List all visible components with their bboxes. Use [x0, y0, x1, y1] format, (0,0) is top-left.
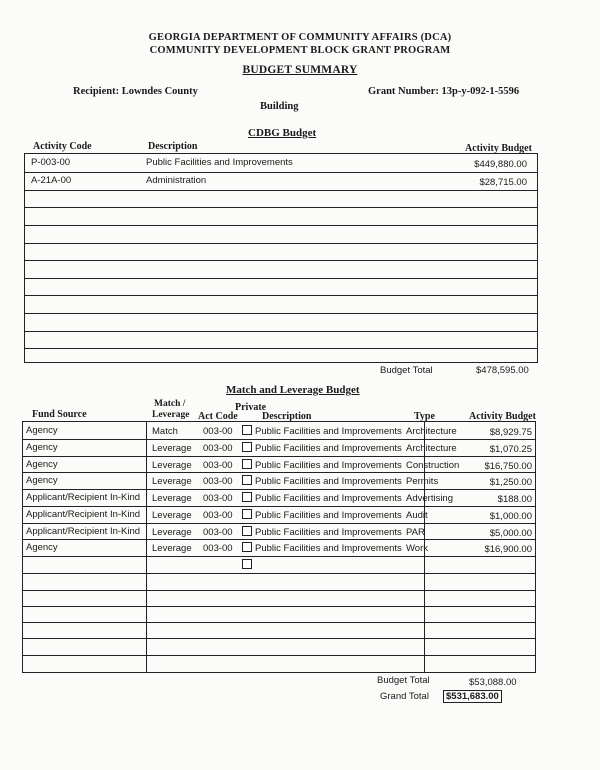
- table-row: [23, 622, 535, 639]
- match-row-type: Permits: [406, 476, 439, 487]
- match-row-type: Work: [406, 543, 428, 554]
- cdbg-col-description: Description: [148, 141, 198, 152]
- match-row-type: Audit: [406, 510, 428, 521]
- match-row-type: Architecture: [406, 426, 457, 437]
- private-checkbox[interactable]: [242, 442, 252, 452]
- match-row-source: Agency: [26, 459, 58, 470]
- match-row-description: Public Facilities and Improvements: [255, 493, 402, 504]
- table-row: [23, 439, 535, 457]
- table-row: [23, 523, 535, 540]
- match-row-type: Architecture: [406, 443, 457, 454]
- match-row-description: Public Facilities and Improvements: [255, 426, 402, 437]
- cdbg-row-description: Public Facilities and Improvements: [146, 157, 293, 168]
- match-col-fund-source: Fund Source: [32, 409, 87, 420]
- table-row: [25, 295, 537, 314]
- table-row: [23, 539, 535, 557]
- match-row-source: Agency: [26, 425, 58, 436]
- match-row-ml: Leverage: [152, 460, 192, 471]
- match-col-match-leverage-2: Leverage: [152, 410, 190, 420]
- table-row: [23, 556, 535, 574]
- match-row-code: 003-00: [203, 426, 233, 437]
- table-row: [25, 243, 537, 261]
- match-row-ml: Leverage: [152, 476, 192, 487]
- match-col-description: Description: [262, 411, 312, 422]
- table-row: [23, 489, 535, 507]
- match-row-type: Advertising: [406, 493, 453, 504]
- match-row-budget: $1,250.00: [489, 477, 532, 488]
- match-row-budget: $5,000.00: [489, 528, 532, 539]
- header-line-1: GEORGIA DEPARTMENT OF COMMUNITY AFFAIRS (DCA): [148, 32, 452, 43]
- match-leverage-title: Match and Leverage Budget: [226, 384, 360, 396]
- table-row: [23, 456, 535, 473]
- match-row-description: Public Facilities and Improvements: [255, 527, 402, 538]
- table-row: [23, 606, 535, 623]
- private-checkbox[interactable]: [242, 509, 252, 519]
- table-row: [25, 154, 537, 173]
- match-row-ml: Leverage: [152, 493, 192, 504]
- match-row-ml: Leverage: [152, 527, 192, 538]
- recipient-label: Recipient: Lowndes County: [73, 86, 198, 97]
- match-row-ml: Match: [152, 426, 178, 437]
- match-row-ml: Leverage: [152, 510, 192, 521]
- match-row-source: Agency: [26, 542, 58, 553]
- match-row-code: 003-00: [203, 476, 233, 487]
- table-row: [23, 590, 535, 607]
- match-row-budget: $1,000.00: [489, 511, 532, 522]
- private-checkbox[interactable]: [242, 492, 252, 502]
- cdbg-row-budget: $28,715.00: [479, 177, 527, 188]
- match-row-budget: $8,929.75: [489, 427, 532, 438]
- match-row-description: Public Facilities and Improvements: [255, 510, 402, 521]
- table-row: [23, 422, 535, 440]
- match-row-code: 003-00: [203, 510, 233, 521]
- cdbg-col-activity-budget: Activity Budget: [465, 143, 532, 154]
- page-title: BUDGET SUMMARY: [242, 64, 358, 76]
- match-row-budget: $16,900.00: [484, 544, 532, 555]
- match-col-act-code: Act Code: [198, 411, 238, 422]
- table-row: [25, 313, 537, 332]
- match-total-label: Budget Total: [377, 675, 430, 686]
- table-row: [23, 638, 535, 656]
- match-row-code: 003-00: [203, 543, 233, 554]
- match-row-source: Applicant/Recipient In-Kind: [26, 526, 141, 537]
- cdbg-row-code: P-003-00: [31, 157, 71, 168]
- grand-total-value: $531,683.00: [443, 690, 502, 703]
- cdbg-row-code: A-21A-00: [31, 175, 72, 186]
- match-row-description: Public Facilities and Improvements: [255, 476, 402, 487]
- table-row: [23, 573, 535, 591]
- table-row: [25, 172, 537, 191]
- cdbg-col-activity-code: Activity Code: [33, 141, 92, 152]
- table-row: [25, 190, 537, 208]
- private-checkbox[interactable]: [242, 475, 252, 485]
- match-col-activity-budget: Activity Budget: [469, 411, 536, 422]
- match-row-source: Applicant/Recipient In-Kind: [26, 492, 141, 503]
- match-row-ml: Leverage: [152, 443, 192, 454]
- match-row-description: Public Facilities and Improvements: [255, 543, 402, 554]
- match-row-code: 003-00: [203, 460, 233, 471]
- grant-number-label: Grant Number: 13p-y-092-1-5596: [368, 86, 520, 97]
- table-row: [25, 278, 537, 296]
- table-row: [25, 207, 537, 226]
- cdbg-budget-table: [24, 153, 538, 363]
- match-row-type: PAR: [406, 527, 425, 538]
- match-leverage-table: [22, 421, 536, 673]
- match-row-budget: $16,750.00: [484, 461, 532, 472]
- cdbg-budget-title: CDBG Budget: [248, 127, 317, 139]
- match-row-code: 003-00: [203, 493, 233, 504]
- match-col-private: Private: [235, 402, 267, 413]
- match-row-type: Construction: [406, 460, 460, 471]
- private-checkbox[interactable]: [242, 459, 252, 469]
- match-col-type: Type: [414, 411, 435, 422]
- private-checkbox[interactable]: [242, 559, 252, 569]
- match-row-source: Applicant/Recipient In-Kind: [26, 509, 141, 520]
- building-label: Building: [260, 101, 299, 112]
- match-total-value: $53,088.00: [469, 677, 517, 688]
- cdbg-total-label: Budget Total: [380, 365, 433, 376]
- match-row-description: Public Facilities and Improvements: [255, 443, 402, 454]
- cdbg-row-budget: $449,880.00: [474, 159, 527, 170]
- grand-total-label: Grand Total: [380, 691, 429, 702]
- match-row-budget: $1,070.25: [489, 444, 532, 455]
- table-row: [25, 260, 537, 279]
- cdbg-row-description: Administration: [146, 175, 207, 186]
- table-row: [25, 331, 537, 349]
- table-row: [23, 506, 535, 524]
- private-checkbox[interactable]: [242, 542, 252, 552]
- match-col-match-leverage-1: Match /: [154, 399, 186, 409]
- table-row: [23, 472, 535, 490]
- match-row-source: Agency: [26, 475, 58, 486]
- cdbg-total-value: $478,595.00: [476, 365, 529, 376]
- private-checkbox[interactable]: [242, 425, 252, 435]
- header-line-2: COMMUNITY DEVELOPMENT BLOCK GRANT PROGRAM: [149, 45, 451, 56]
- match-row-ml: Leverage: [152, 543, 192, 554]
- match-row-budget: $188.00: [497, 494, 532, 505]
- match-row-source: Agency: [26, 442, 58, 453]
- match-row-description: Public Facilities and Improvements: [255, 460, 402, 471]
- match-row-code: 003-00: [203, 443, 233, 454]
- match-row-code: 003-00: [203, 527, 233, 538]
- table-row: [25, 225, 537, 244]
- private-checkbox[interactable]: [242, 526, 252, 536]
